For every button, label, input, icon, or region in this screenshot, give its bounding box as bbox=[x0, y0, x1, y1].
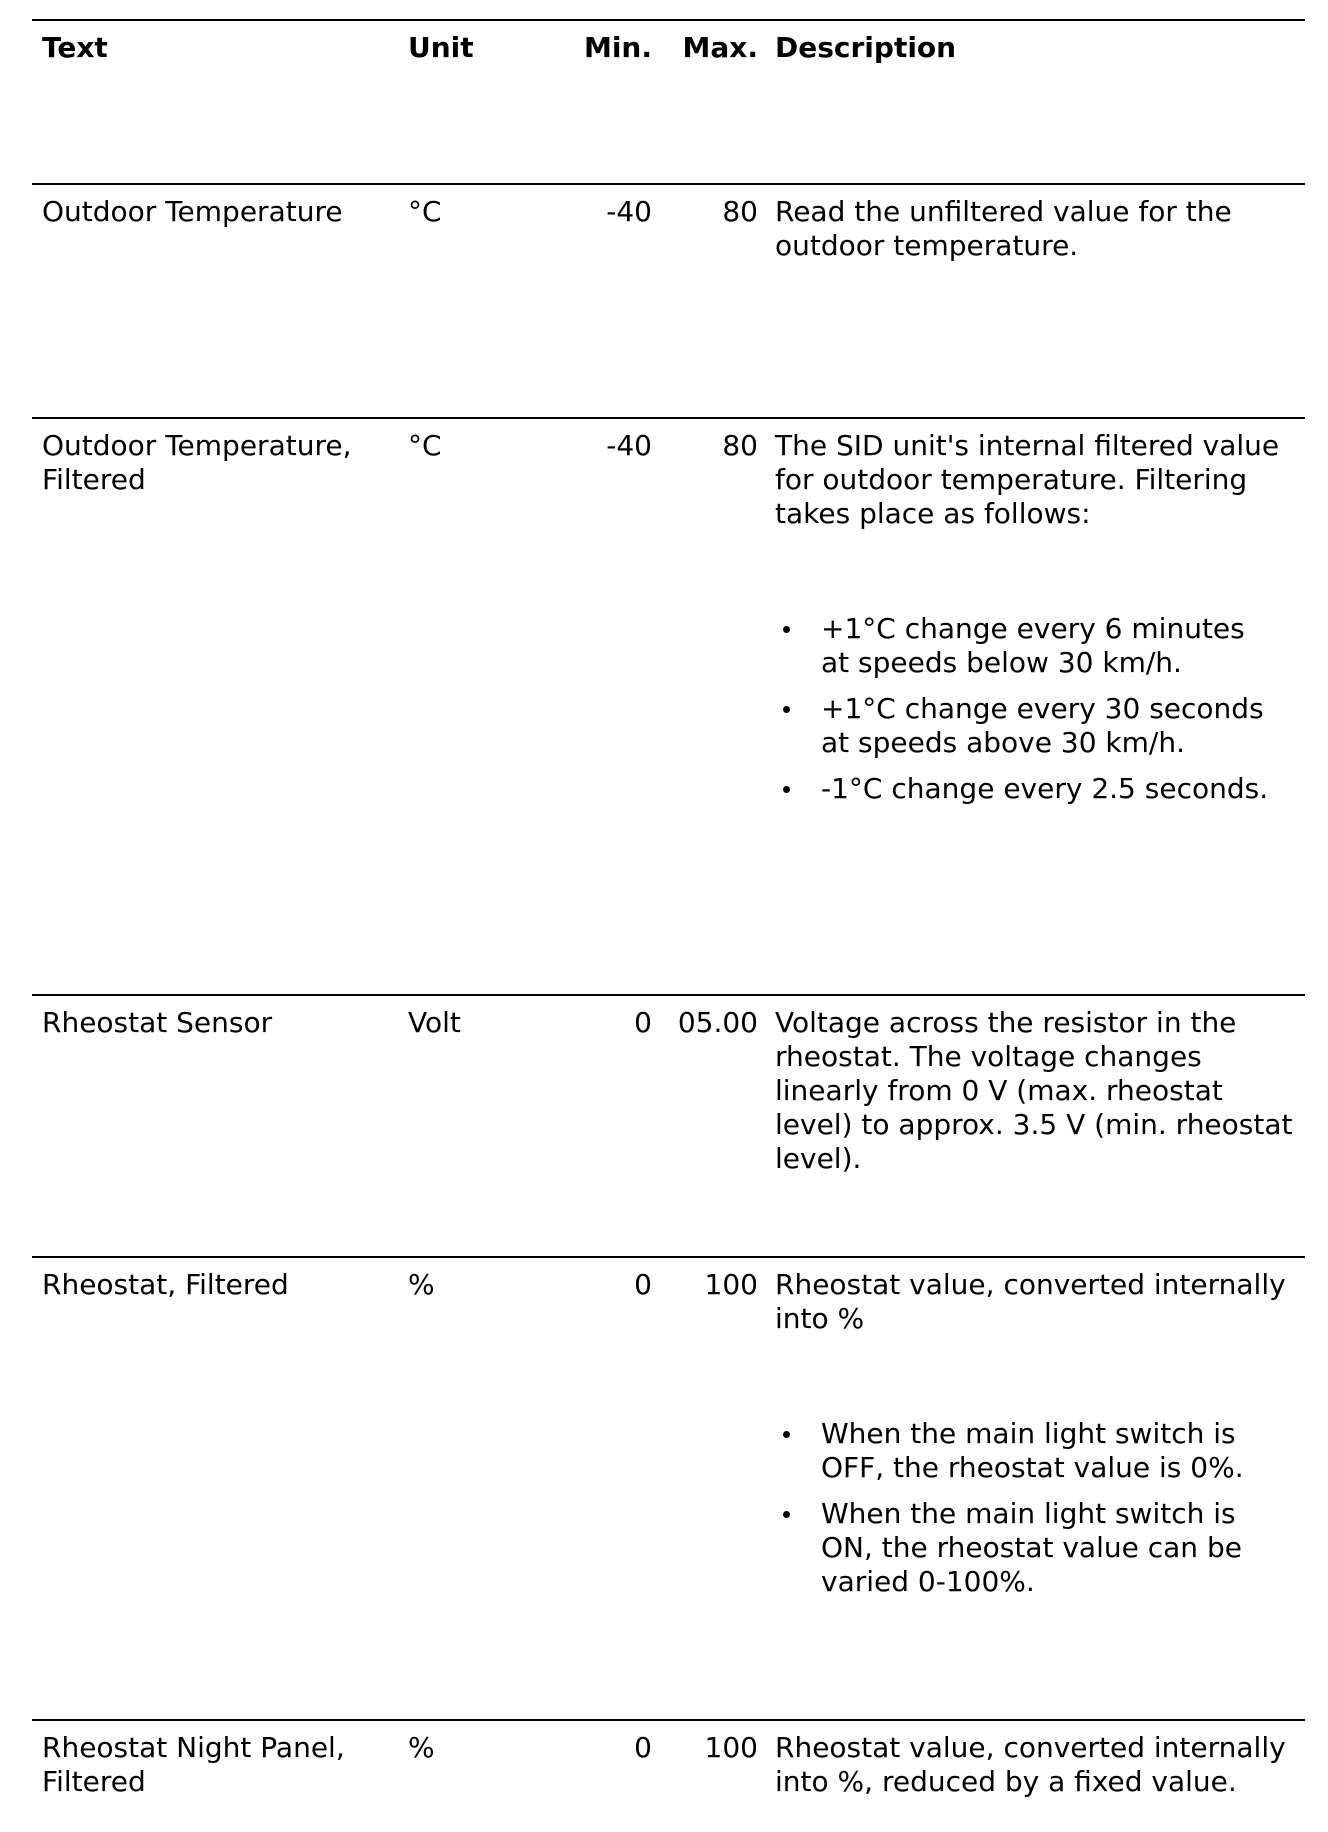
bullet-icon bbox=[783, 706, 790, 713]
row-bullet-list bbox=[775, 612, 1275, 818]
row-min: -40 bbox=[606, 195, 652, 228]
bullet-text: +1°C change every 30 seconds at speeds above 30 km/h. bbox=[821, 692, 1264, 759]
row-min: 0 bbox=[634, 1731, 652, 1764]
bullet-icon bbox=[783, 626, 790, 633]
row-description: The SID unit's internal filtered value for outdoor temperature. Filtering takes place as follows: bbox=[775, 429, 1280, 530]
row-text: Outdoor Temperature, bbox=[42, 429, 352, 462]
row-text: Rheostat Sensor bbox=[42, 1006, 273, 1039]
row-min: 0 bbox=[634, 1268, 652, 1301]
row-unit: % bbox=[408, 1731, 435, 1764]
row-rule bbox=[32, 1256, 1305, 1258]
header-description: Description bbox=[775, 31, 957, 64]
row-max: 80 bbox=[722, 195, 758, 228]
row-description: Rheostat value, converted internally into %, reduced by a fixed value. bbox=[775, 1731, 1286, 1798]
list-item bbox=[775, 692, 1275, 760]
row-rule bbox=[32, 994, 1305, 996]
list-item bbox=[775, 1497, 1275, 1599]
row-description: Rheostat value, converted internally into % bbox=[775, 1268, 1286, 1335]
row-max: 100 bbox=[704, 1731, 758, 1764]
row-rule bbox=[32, 1719, 1305, 1721]
row-unit: Volt bbox=[408, 1006, 461, 1039]
row-max: 05.00 bbox=[677, 1006, 758, 1039]
row-unit: °C bbox=[408, 195, 442, 228]
bullet-icon bbox=[783, 1431, 790, 1438]
bullet-text: When the main light switch is OFF, the rheostat value is 0%. bbox=[821, 1417, 1244, 1484]
bullet-text: -1°C change every 2.5 seconds. bbox=[821, 772, 1269, 805]
bullet-icon bbox=[783, 786, 790, 793]
row-text: Outdoor Temperature bbox=[42, 195, 343, 228]
row-description: Voltage across the resistor in the rheostat. The voltage changes linearly from 0 V (max. rheostat level) to approx. 3.5 V (min. rheostat level). bbox=[775, 1006, 1293, 1175]
table-top-rule bbox=[32, 19, 1305, 21]
list-item bbox=[775, 612, 1275, 680]
row-text-line-2: Filtered bbox=[42, 463, 146, 496]
row-min: -40 bbox=[606, 429, 652, 462]
row-bullet-list bbox=[775, 1417, 1275, 1611]
bullet-text: When the main light switch is ON, the rheostat value can be varied 0-100%. bbox=[821, 1497, 1242, 1598]
list-item bbox=[775, 1417, 1275, 1485]
row-text: Rheostat Night Panel, bbox=[42, 1731, 345, 1764]
row-unit: °C bbox=[408, 429, 442, 462]
row-unit: % bbox=[408, 1268, 435, 1301]
header-text: Text bbox=[42, 31, 108, 64]
row-max: 80 bbox=[722, 429, 758, 462]
list-item bbox=[775, 772, 1275, 806]
row-max: 100 bbox=[704, 1268, 758, 1301]
row-text: Rheostat, Filtered bbox=[42, 1268, 289, 1301]
bullet-text: +1°C change every 6 minutes at speeds below 30 km/h. bbox=[821, 612, 1245, 679]
header-min: Min. bbox=[583, 31, 652, 64]
header-unit: Unit bbox=[408, 31, 474, 64]
bullet-icon bbox=[783, 1511, 790, 1518]
header-max: Max. bbox=[682, 31, 758, 64]
row-text-line-2: Filtered bbox=[42, 1765, 146, 1798]
row-description: Read the unfiltered value for the outdoor temperature. bbox=[775, 195, 1232, 262]
row-rule bbox=[32, 417, 1305, 419]
row-min: 0 bbox=[634, 1006, 652, 1039]
row-rule bbox=[32, 183, 1305, 185]
